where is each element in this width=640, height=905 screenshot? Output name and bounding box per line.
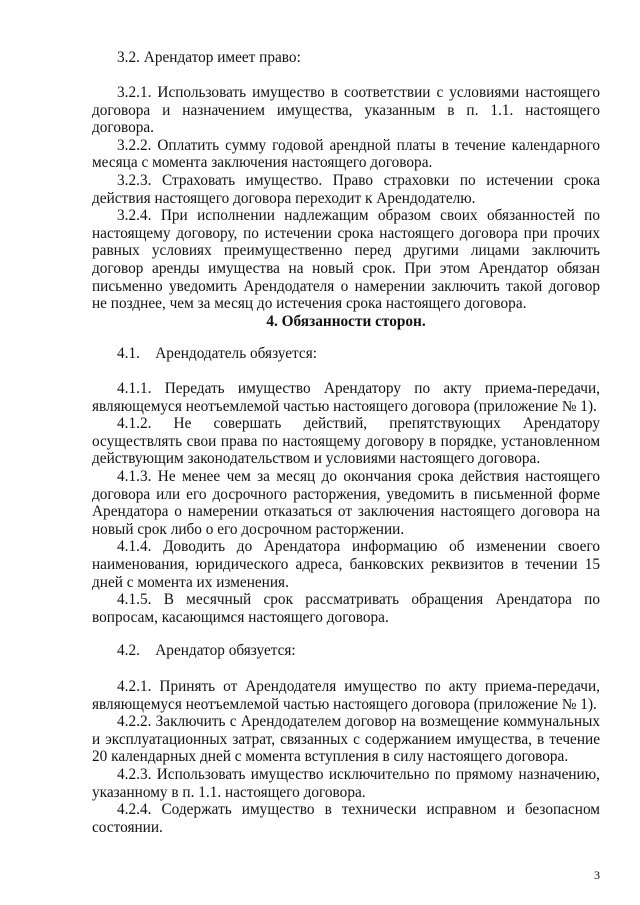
section-4-1-heading: 4.1. Арендодатель обязуется: — [117, 345, 317, 362]
page-number: 3 — [594, 868, 600, 882]
clause-4-2-4: 4.2.4. Содержать имущество в технически исправном и безопасном состоянии. — [92, 801, 600, 836]
section-4-heading: 4. Обязанности сторон. — [266, 313, 426, 330]
section-4-2-heading: 4.2. Арендатор обязуется: — [117, 642, 296, 659]
clause-4-1-1: 4.1.1. Передать имущество Арендатору по акту приема-передачи, являющемуся неотъемлемой частью настоящего договора (приложение № 1). — [92, 380, 600, 415]
clause-3-2-2: 3.2.2. Оплатить сумму годовой арендной платы в течение календарного месяца с момента заключения настоящего договора. — [92, 136, 600, 172]
clause-3-2-1: 3.2.1. Использовать имущество в соответствии с условиями настоящего договора и назначением имущества, указанным в п. 1.1. настоящего договора. — [92, 84, 600, 137]
clause-4-1-4: 4.1.4. Доводить до Арендатора информацию об изменении своего наименования, юридического адреса, банковских реквизитов в течении 15 дней с момента их изменения. — [92, 538, 600, 591]
clause-4-1-2: 4.1.2. Не совершать действий, препятствующих Арендатору осуществлять свои права по настоящему договору в порядке, установленном действующим законодательством и условиями настоящего договора. — [92, 415, 600, 468]
section-3-2-items — [92, 84, 600, 313]
section-3-2-heading: 3.2. Арендатор имеет право: — [117, 49, 301, 66]
clause-4-2-1: 4.2.1. Принять от Арендодателя имущество по акту приема-передачи, являющемуся неотъемлемой частью настоящего договора (приложение № 1). — [92, 678, 600, 713]
section-4-2-items — [92, 678, 600, 836]
clause-4-1-3: 4.1.3. Не менее чем за месяц до окончания срока действия настоящего договора или его досрочного расторжения, уведомить в письменной форме Арендатора о намерении отказаться от заключения настоящего договора на новый срок либо о его досрочном расторжении. — [92, 467, 600, 538]
clause-4-1-5: 4.1.5. В месячный срок рассматривать обращения Арендатора по вопросам, касающимся настоящего договора. — [92, 591, 600, 626]
clause-3-2-3: 3.2.3. Страховать имущество. Право страховки по истечении срока действия настоящего договора переходит к Арендодателю. — [92, 171, 600, 207]
section-4-1-items — [92, 380, 600, 626]
clause-4-2-3: 4.2.3. Использовать имущество исключительно по прямому назначению, указанному в п. 1.1. настоящего договора. — [92, 765, 600, 801]
clause-4-2-2: 4.2.2. Заключить с Арендодателем договор на возмещение коммунальных и эксплуатационных затрат, связанных с содержанием имущества, в течение 20 календарных дней с момента вступления в силу настоящего договора. — [92, 713, 600, 766]
clause-3-2-4: 3.2.4. При исполнении надлежащим образом своих обязанностей по настоящему договору, по истечении срока настоящего договора при прочих равных условиях преимущественно перед другими лицами заключить договор аренды имущества на новый срок. При этом Арендатор обязан письменно уведомить Арендодателя о намерении заключить такой договор не позднее, чем за месяц до истечения срока настоящего договора. — [92, 207, 600, 313]
